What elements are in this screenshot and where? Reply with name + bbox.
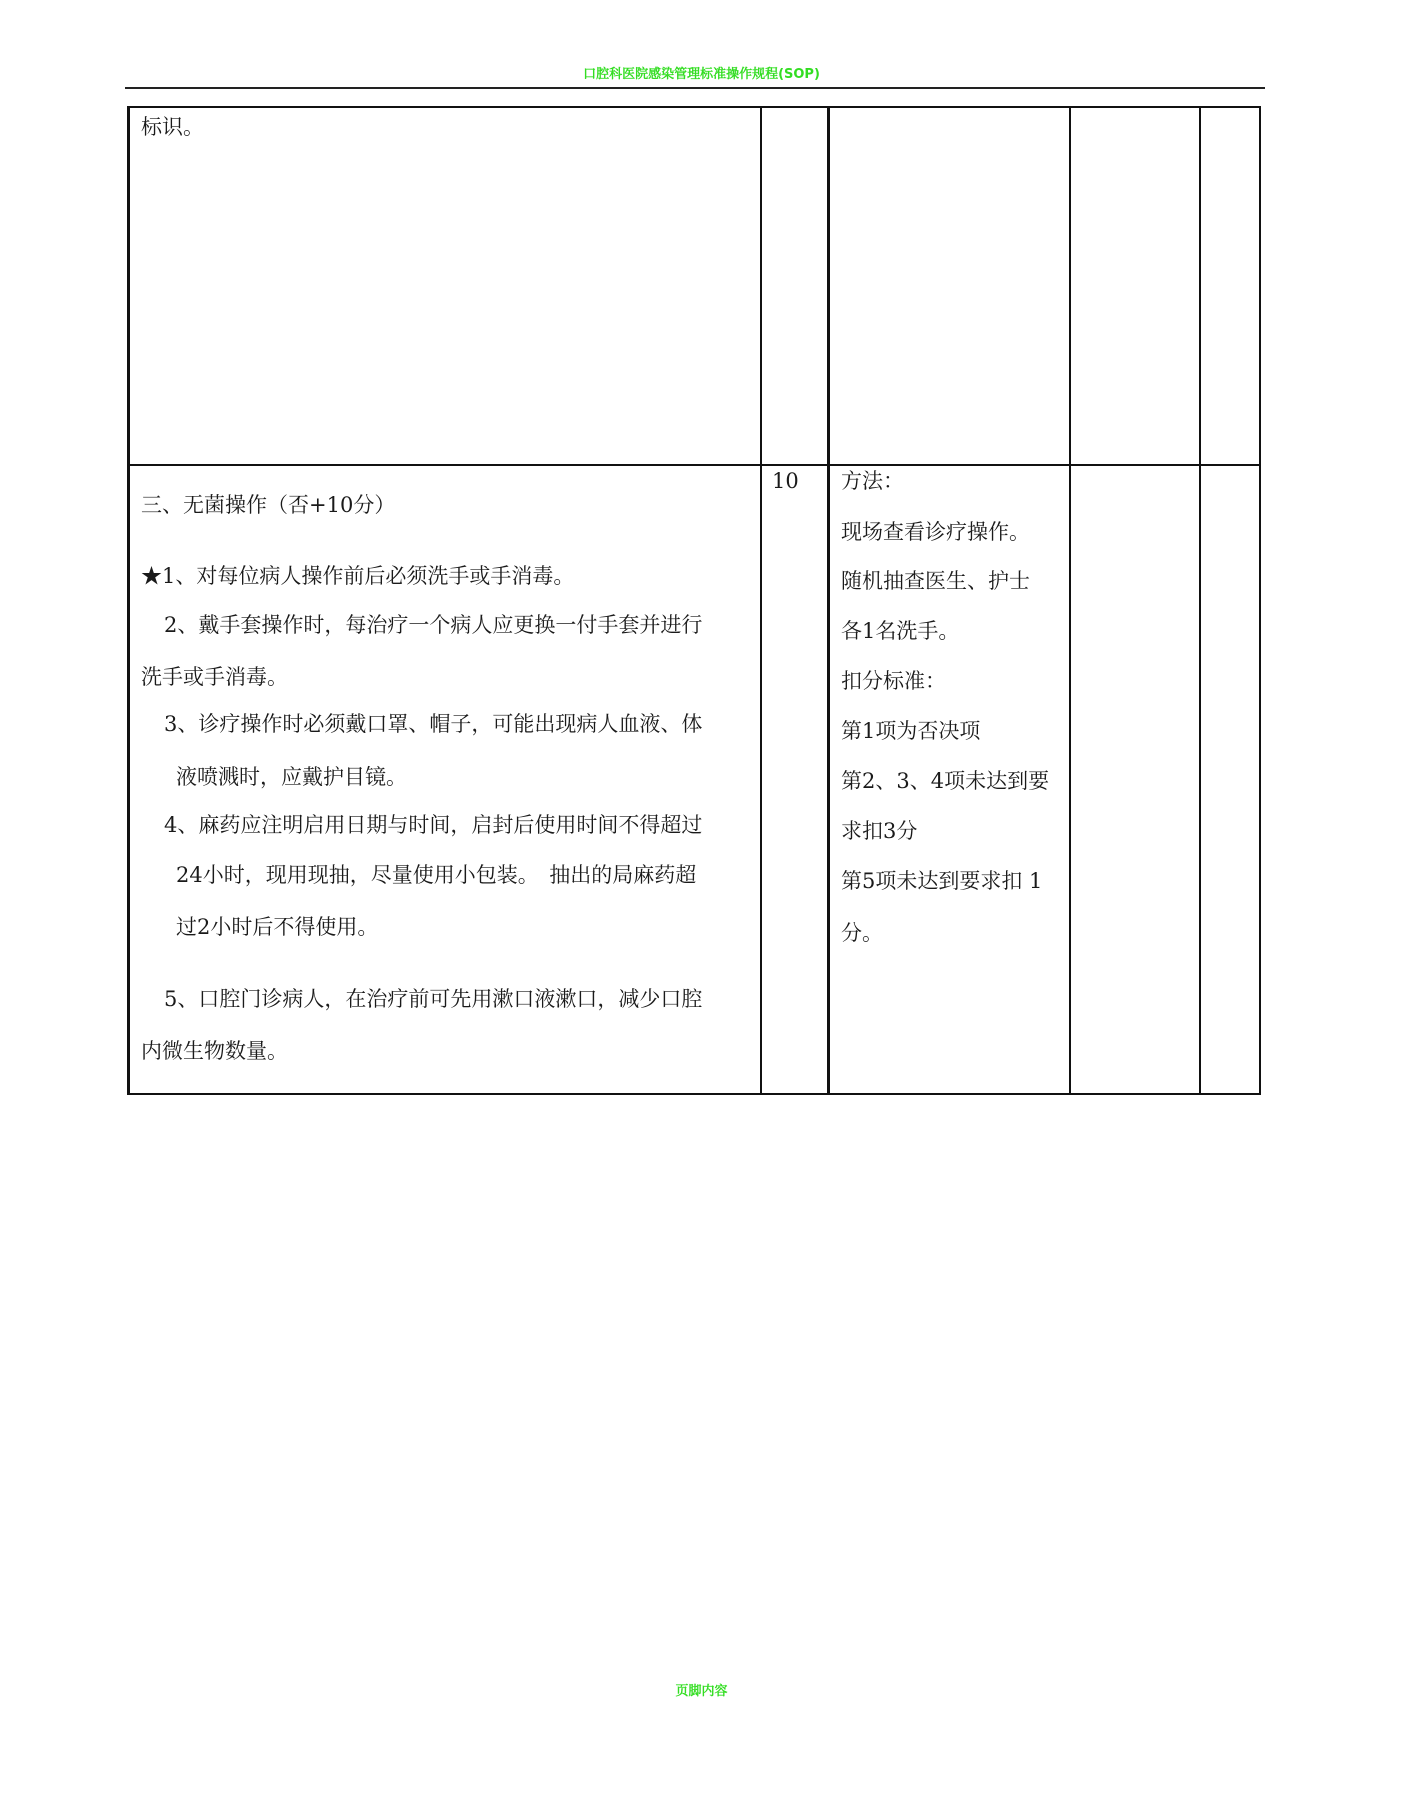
row1-content: 标识。 [141,115,204,139]
requirement-item-4-line-1: 4、麻药应注明启用日期与时间，启封后使用时间不得超过 [164,813,703,837]
table-border-bottom [127,1093,1261,1095]
table-col-divider [1069,106,1071,1095]
method-line-7: 第2、3、4项未达到要 [841,769,1050,793]
table-row-divider [127,464,1261,466]
requirement-item-2-line-2: 洗手或手消毒。 [141,665,288,689]
header-divider [125,87,1265,89]
method-line-10: 分。 [841,921,883,945]
page-footer: 页脚内容 [675,1684,728,1699]
requirement-item-2-line-1: 2、戴手套操作时，每治疗一个病人应更换一付手套并进行 [164,613,703,637]
requirement-item-1: ★1、对每位病人操作前后必须洗手或手消毒。 [141,564,575,588]
table-border-left [127,106,130,1095]
method-line-4: 各1名洗手。 [841,619,960,643]
requirement-item-4-line-2: 24小时，现用现抽，尽量使用小包装。 抽出的局麻药超 [176,863,697,887]
method-line-1: 方法： [841,469,904,493]
requirement-item-4-line-3: 过2小时后不得使用。 [176,915,379,939]
method-line-8: 求扣3分 [841,819,918,843]
table-col-divider [827,106,830,1095]
table-col-divider [1199,106,1201,1095]
method-line-6: 第1项为否决项 [841,719,981,743]
table-col-divider [760,106,762,1095]
page-header-title: 口腔科医院感染管理标准操作规程(SOP) [583,67,820,82]
requirement-item-3-line-1: 3、诊疗操作时必须戴口罩、帽子，可能出现病人血液、体 [164,712,703,736]
method-line-2: 现场查看诊疗操作。 [841,520,1030,544]
method-line-9: 第5项未达到要求扣 1 [841,869,1043,893]
requirement-item-5-line-2: 内微生物数量。 [141,1039,288,1063]
requirement-item-3-line-2: 液喷溅时，应戴护目镜。 [176,765,407,789]
table-border-top [127,106,1261,108]
method-line-5: 扣分标准： [841,669,946,693]
section-title: 三、无菌操作（否+10分） [141,493,396,517]
table-border-right [1259,106,1261,1095]
score-value: 10 [772,469,799,493]
method-line-3: 随机抽查医生、护士 [841,569,1030,593]
requirement-item-5-line-1: 5、口腔门诊病人，在治疗前可先用漱口液漱口，减少口腔 [164,987,703,1011]
